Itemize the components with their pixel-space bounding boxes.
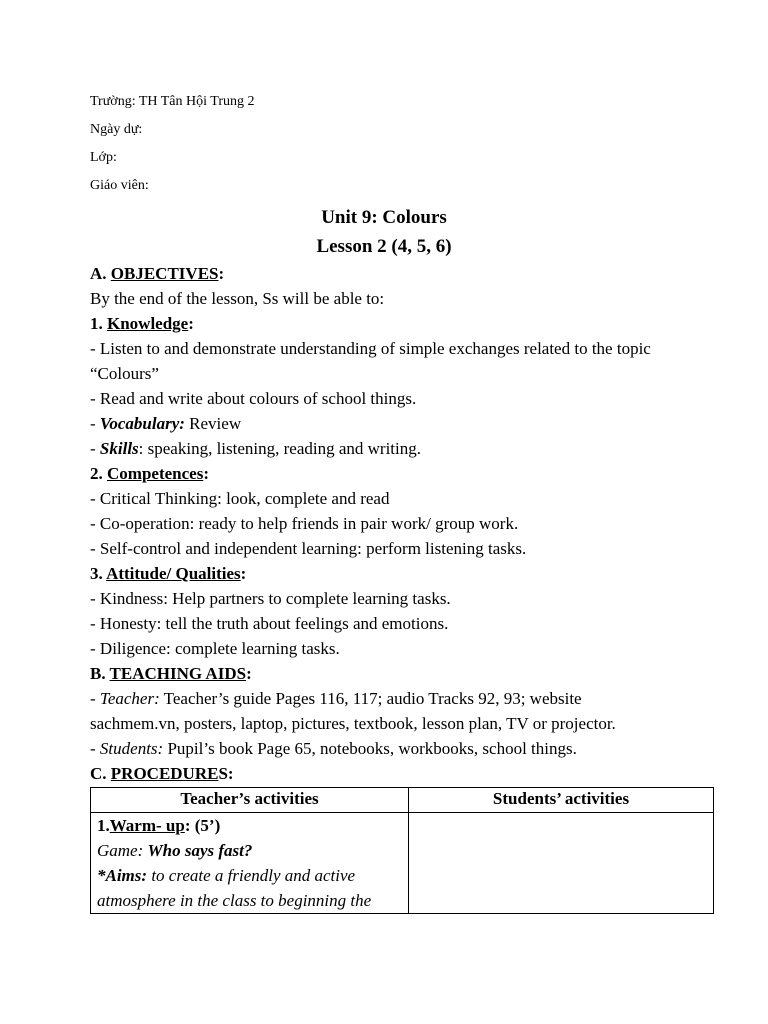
aims-line: *Aims: to create a friendly and active: [97, 866, 356, 885]
competence-item: - Critical Thinking: look, complete and read: [90, 489, 390, 508]
unit-title: Unit 9: Colours: [321, 207, 447, 228]
col-header-students: Students’ activities: [409, 788, 714, 813]
students-activities-cell: [409, 813, 714, 914]
attitude-item: - Kindness: Help partners to complete learning tasks.: [90, 589, 451, 608]
skills-line: - Skills: speaking, listening, reading and writing.: [90, 439, 422, 458]
competence-item: - Co-operation: ready to help friends in pair work/ group work.: [90, 514, 519, 533]
procedures-table: [90, 787, 714, 914]
knowledge-item-1-cont: “Colours”: [90, 364, 159, 383]
game-line: Game: Who says fast?: [97, 841, 253, 860]
competences-heading: 2. Competences:: [90, 464, 209, 483]
lesson-title: Lesson 2 (4, 5, 6): [316, 236, 452, 257]
attitude-item: - Honesty: tell the truth about feelings and emotions.: [90, 614, 449, 633]
teacher-line: Giáo viên:: [90, 178, 149, 193]
students-aids-line: - Students: Pupil’s book Page 65, notebooks, workbooks, school things.: [90, 739, 577, 758]
table-row: [91, 813, 714, 914]
knowledge-item-2: - Read and write about colours of school things.: [90, 389, 417, 408]
aims-line-cont: atmosphere in the class to beginning the: [97, 891, 372, 910]
attitude-item: - Diligence: complete learning tasks.: [90, 639, 340, 658]
teacher-activities-cell: [91, 813, 409, 914]
teacher-aids-line: - Teacher: Teacher’s guide Pages 116, 117; audio Tracks 92, 93; website: [90, 689, 582, 708]
competence-item: - Self-control and independent learning: perform listening tasks.: [90, 539, 527, 558]
teacher-aids-line-cont: sachmem.vn, posters, laptop, pictures, textbook, lesson plan, TV or projector.: [90, 714, 616, 733]
teaching-aids-heading: B. TEACHING AIDS:: [90, 664, 252, 683]
warmup-heading: 1.Warm- up: (5’): [97, 816, 221, 835]
col-header-teacher: Teacher’s activities: [91, 788, 409, 813]
knowledge-heading: 1. Knowledge:: [90, 314, 194, 333]
school-line: Trường: TH Tân Hội Trung 2: [90, 94, 255, 109]
objectives-intro: By the end of the lesson, Ss will be able to:: [90, 289, 385, 308]
objectives-heading: A. OBJECTIVES:: [90, 264, 225, 283]
knowledge-item-1: - Listen to and demonstrate understanding of simple exchanges related to the topic: [90, 339, 651, 358]
class-line: Lớp:: [90, 150, 117, 165]
date-line: Ngày dự:: [90, 122, 143, 137]
table-header-row: [91, 788, 714, 813]
procedures-heading: C. PROCEDURES:: [90, 764, 234, 783]
vocabulary-line: - Vocabulary: Review: [90, 414, 242, 433]
attitude-heading: 3. Attitude/ Qualities:: [90, 564, 247, 583]
